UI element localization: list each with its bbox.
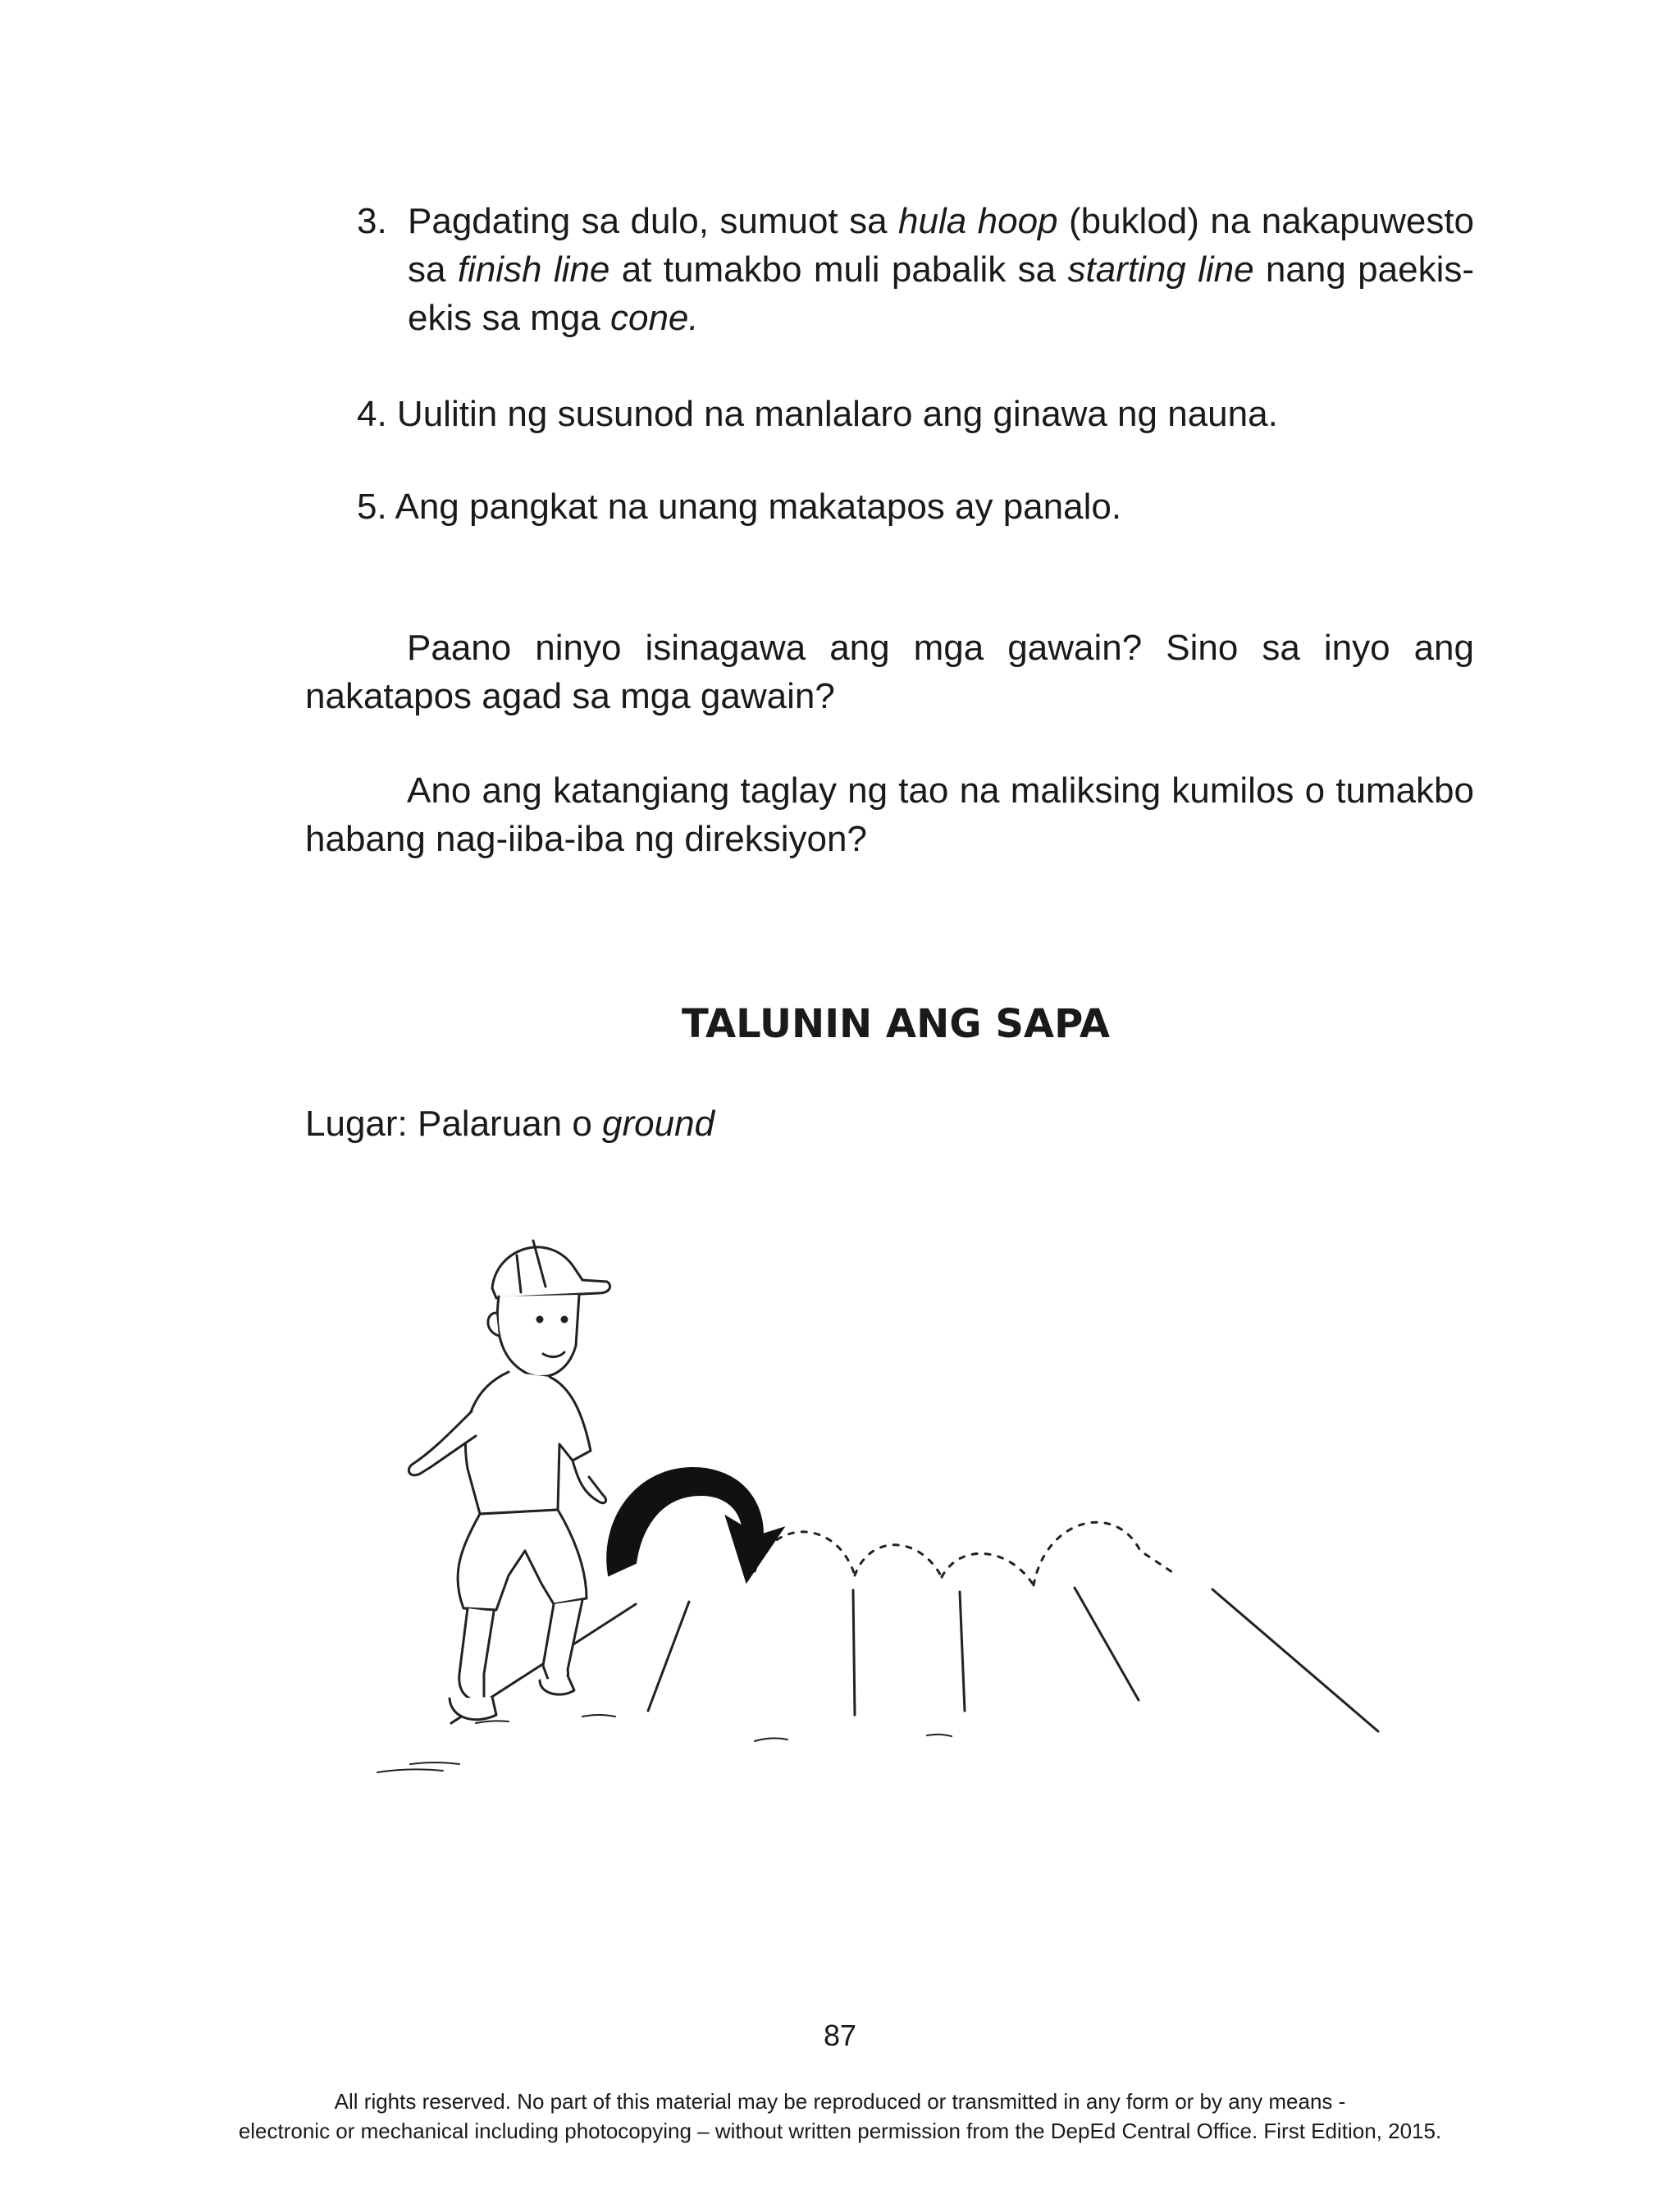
place-line (305, 1100, 714, 1148)
italic-term: cone. (609, 298, 699, 338)
item-number: 3. (357, 201, 387, 241)
item-text (408, 197, 1474, 342)
place-label: Lugar: Palaruan o (305, 1104, 603, 1144)
question-paragraph-2 (305, 766, 1474, 863)
text-segment: Pagdating sa dulo, sumuot sa (408, 201, 898, 241)
instruction-item-5: 5. Ang pangkat na unang makatapos ay panalo. (357, 487, 1122, 527)
jump-arrow-icon (607, 1468, 783, 1582)
italic-term: starting line (1067, 249, 1254, 290)
boy-figure-icon (409, 1241, 609, 1720)
text-segment: (buklod) na nakapuwesto sa (408, 201, 1475, 290)
text-segment: at tumakbo muli pabalik sa (609, 249, 1068, 290)
italic-term: hula hoop (898, 201, 1058, 241)
question-text: Paano ninyo isinagawa ang mga gawain? Sino sa inyo ang nakatapos agad sa mga gawain? (305, 628, 1474, 716)
question-text: Ano ang katangiang taglay ng tao na maliksing kumilos o tumakbo habang nag-iiba-iba ng direksiyon? (305, 770, 1474, 859)
footer-line-1: All rights reserved. No part of this material may be reproduced or transmitted in any form or by any means - (334, 2089, 1346, 2114)
instruction-item-4: 4. Uulitin ng susunod na manlalaro ang ginawa ng nauna. (357, 394, 1278, 434)
italic-term: finish line (457, 249, 610, 290)
place-value: ground (602, 1104, 715, 1144)
page-number: 87 (823, 2019, 857, 2052)
question-paragraph-1 (305, 624, 1474, 720)
instruction-item-3 (357, 197, 1474, 342)
footer-line-2: electronic or mechanical including photocopying – without written permission from the DepEd Central Office. First Edition, 2015. (238, 2119, 1442, 2143)
copyright-footer (0, 2087, 1680, 2146)
section-title: TALUNIN ANG SAPA (682, 1001, 1110, 1047)
jumping-game-illustration (353, 1190, 1403, 1846)
text-segment: nang paekis-ekis sa mga (408, 249, 1474, 338)
